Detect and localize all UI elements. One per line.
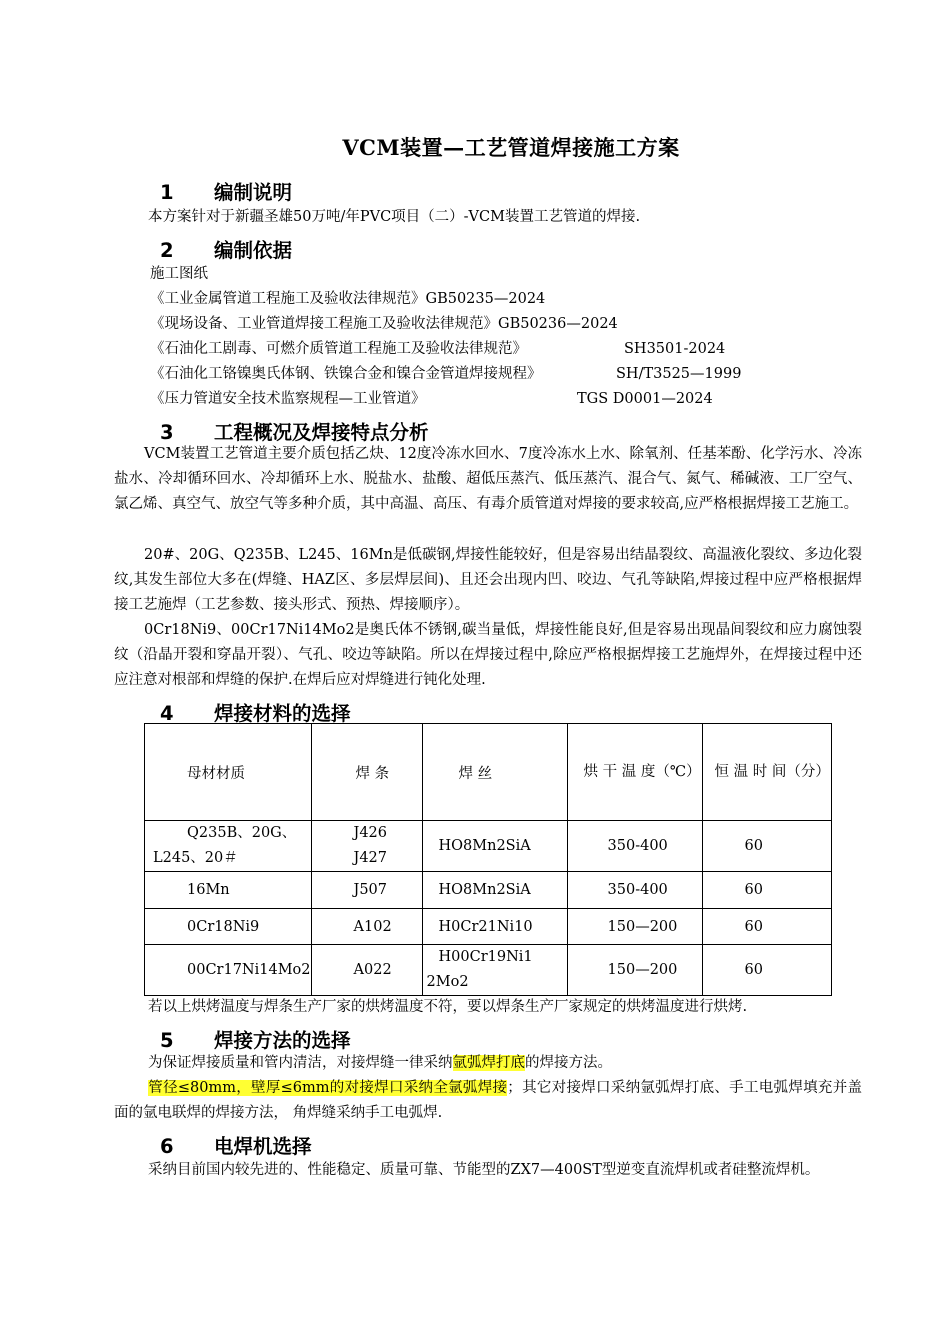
reference-item: 《石油化工铬镍奥氏体钢、铁镍合金和镍合金管道焊接规程》 (150, 366, 542, 382)
wire-cell: H0Cr21Ni10 (422, 909, 567, 945)
table-header-cell: 恒 温 时 间（分） (702, 724, 831, 821)
section-number: 5 (160, 1029, 174, 1052)
reference-code: SH3501-2024 (624, 341, 726, 357)
welder-paragraph: 采纳目前国内较先进的、性能稳定、质量可靠、节能型的ZX7—400ST型逆变直流焊机或者硅整流焊机。 (148, 1162, 820, 1178)
drying-temp-cell: 150—200 (567, 945, 702, 996)
section-title: 电焊机选择 (214, 1135, 312, 1158)
table-row (145, 945, 832, 996)
electrode-cell: A102 (311, 909, 422, 945)
wire-cell: H00Cr19Ni1 2Mo2 (422, 945, 567, 996)
holding-time-cell: 60 (702, 872, 831, 909)
welding-materials-table (144, 723, 832, 996)
scope-text: 本方案针对于新疆圣雄50万吨/年PVC项目（二）-VCM装置工艺管道的焊接. (148, 209, 641, 225)
section-heading-6 (160, 1131, 312, 1159)
method-paragraph: 管径≤80mm，壁厚≤6mm的对接焊口采纳全氩弧焊接；其它对接焊口采纳氩弧焊打底、手工电弧焊填充并盖面的氩电联焊的焊接方法， 角焊缝采纳手工电弧焊. (114, 1080, 862, 1121)
table-row (145, 872, 832, 909)
wire-cell: HO8Mn2SiA (422, 821, 567, 872)
electrode-cell: J426 J427 (311, 821, 422, 872)
section-heading-4 (160, 698, 351, 726)
stainless-steel-paragraph: 0Cr18Ni9、00Cr17Ni14Mo2是奥氏体不锈钢,碳当量低，焊接性能良好,但是容易出现晶间裂纹和应力腐蚀裂纹（沿晶开裂和穿晶开裂）、气孔、咬边等缺陷。所以在焊接过程中,除应严格根据焊接工艺施焊外，在焊接过程中还应注意对根部和焊缝的保护.在焊后应对焊缝进行钝化处理. (114, 622, 862, 688)
base-material-cell: Q235B、20G、 L245、20＃ (145, 821, 312, 872)
highlighted-text: 管径≤80mm，壁厚≤6mm的对接焊口采纳全氩弧焊接 (148, 1080, 508, 1096)
carbon-steel-paragraph: 20#、20G、Q235B、L245、16Mn是低碳钢,焊接性能较好，但是容易出结晶裂纹、高温液化裂纹、多边化裂纹,其发生部位大多在(焊缝、HAZ区、多层焊层间)、且还会出现内凹、咬边、气孔等缺陷,焊接过程中应严格根据焊接工艺施焊（工艺参数、接头形式、预热、焊接顺序）。 (114, 547, 862, 613)
holding-time-cell: 60 (702, 909, 831, 945)
section-title: 工程概况及焊接特点分析 (214, 421, 429, 444)
reference-item: 《现场设备、工业管道焊接工程施工及验收法律规范》GB50236—2024 (150, 316, 618, 332)
table-header-cell: 焊 条 (311, 724, 422, 821)
electrode-cell: J507 (311, 872, 422, 909)
section-title: 编制说明 (214, 181, 293, 204)
section-heading-3 (160, 417, 429, 445)
drying-temp-cell: 150—200 (567, 909, 702, 945)
holding-time-cell: 60 (702, 821, 831, 872)
overview-paragraph: VCM装置工艺管道主要介质包括乙炔、12度冷冻水回水、7度冷冻水上水、除氧剂、任基苯酚、化学污水、冷冻盐水、冷却循环回水、冷却循环上水、脱盐水、盐酸、超低压蒸汽、低压蒸汽、混合气、氮气、稀碱液、工厂空气、氯乙烯、真空气、放空气等多种介质，其中高温、高压、有毒介质管道对焊接的要求较高,应严格根据焊接工艺施工。 (114, 446, 862, 512)
document-title: VCM装置—工艺管道焊接施工方案 (342, 135, 680, 160)
reference-item: 施工图纸 (150, 266, 208, 282)
base-material-cell: 0Cr18Ni9 (145, 909, 312, 945)
section-heading-1 (160, 177, 292, 205)
holding-time-cell: 60 (702, 945, 831, 996)
table-header-row (145, 724, 832, 821)
method-line-1: 为保证焊接质量和管内清洁，对接焊缝一律采纳氩弧焊打底的焊接方法。 (148, 1055, 612, 1071)
drying-note: 若以上烘烤温度与焊条生产厂家的烘烤温度不符，要以焊条生产厂家规定的烘烤温度进行烘烤. (148, 999, 748, 1015)
reference-code: SH/T3525—1999 (616, 366, 742, 382)
table-header-cell: 焊 丝 (422, 724, 567, 821)
reference-item: 《工业金属管道工程施工及验收法律规范》GB50235—2024 (150, 291, 546, 307)
highlighted-text: 氩弧焊打底 (452, 1055, 525, 1071)
table-header-cell: 母材材质 (145, 724, 312, 821)
wire-cell: HO8Mn2SiA (422, 872, 567, 909)
section-heading-5 (160, 1025, 351, 1053)
base-material-cell: 00Cr17Ni14Mo2 (145, 945, 312, 996)
drying-temp-cell: 350-400 (567, 872, 702, 909)
section-number: 2 (160, 239, 174, 262)
table-row (145, 821, 832, 872)
base-material-cell: 16Mn (145, 872, 312, 909)
section-title: 焊接材料的选择 (214, 702, 351, 725)
section-title: 编制依据 (214, 239, 293, 262)
electrode-cell: A022 (311, 945, 422, 996)
section-number: 3 (160, 421, 174, 444)
section-number: 6 (160, 1135, 174, 1158)
reference-code: TGS D0001—2024 (577, 391, 713, 407)
reference-item: 《压力管道安全技术监察规程—工业管道》 (150, 391, 426, 407)
section-heading-2 (160, 235, 292, 263)
drying-temp-cell: 350-400 (567, 821, 702, 872)
section-number: 1 (160, 181, 174, 204)
table-row (145, 909, 832, 945)
section-number: 4 (160, 702, 174, 725)
reference-item: 《石油化工剧毒、可燃介质管道工程施工及验收法律规范》 (150, 341, 527, 357)
table-header-cell: 烘 干 温 度（℃） (567, 724, 702, 821)
section-title: 焊接方法的选择 (214, 1029, 351, 1052)
